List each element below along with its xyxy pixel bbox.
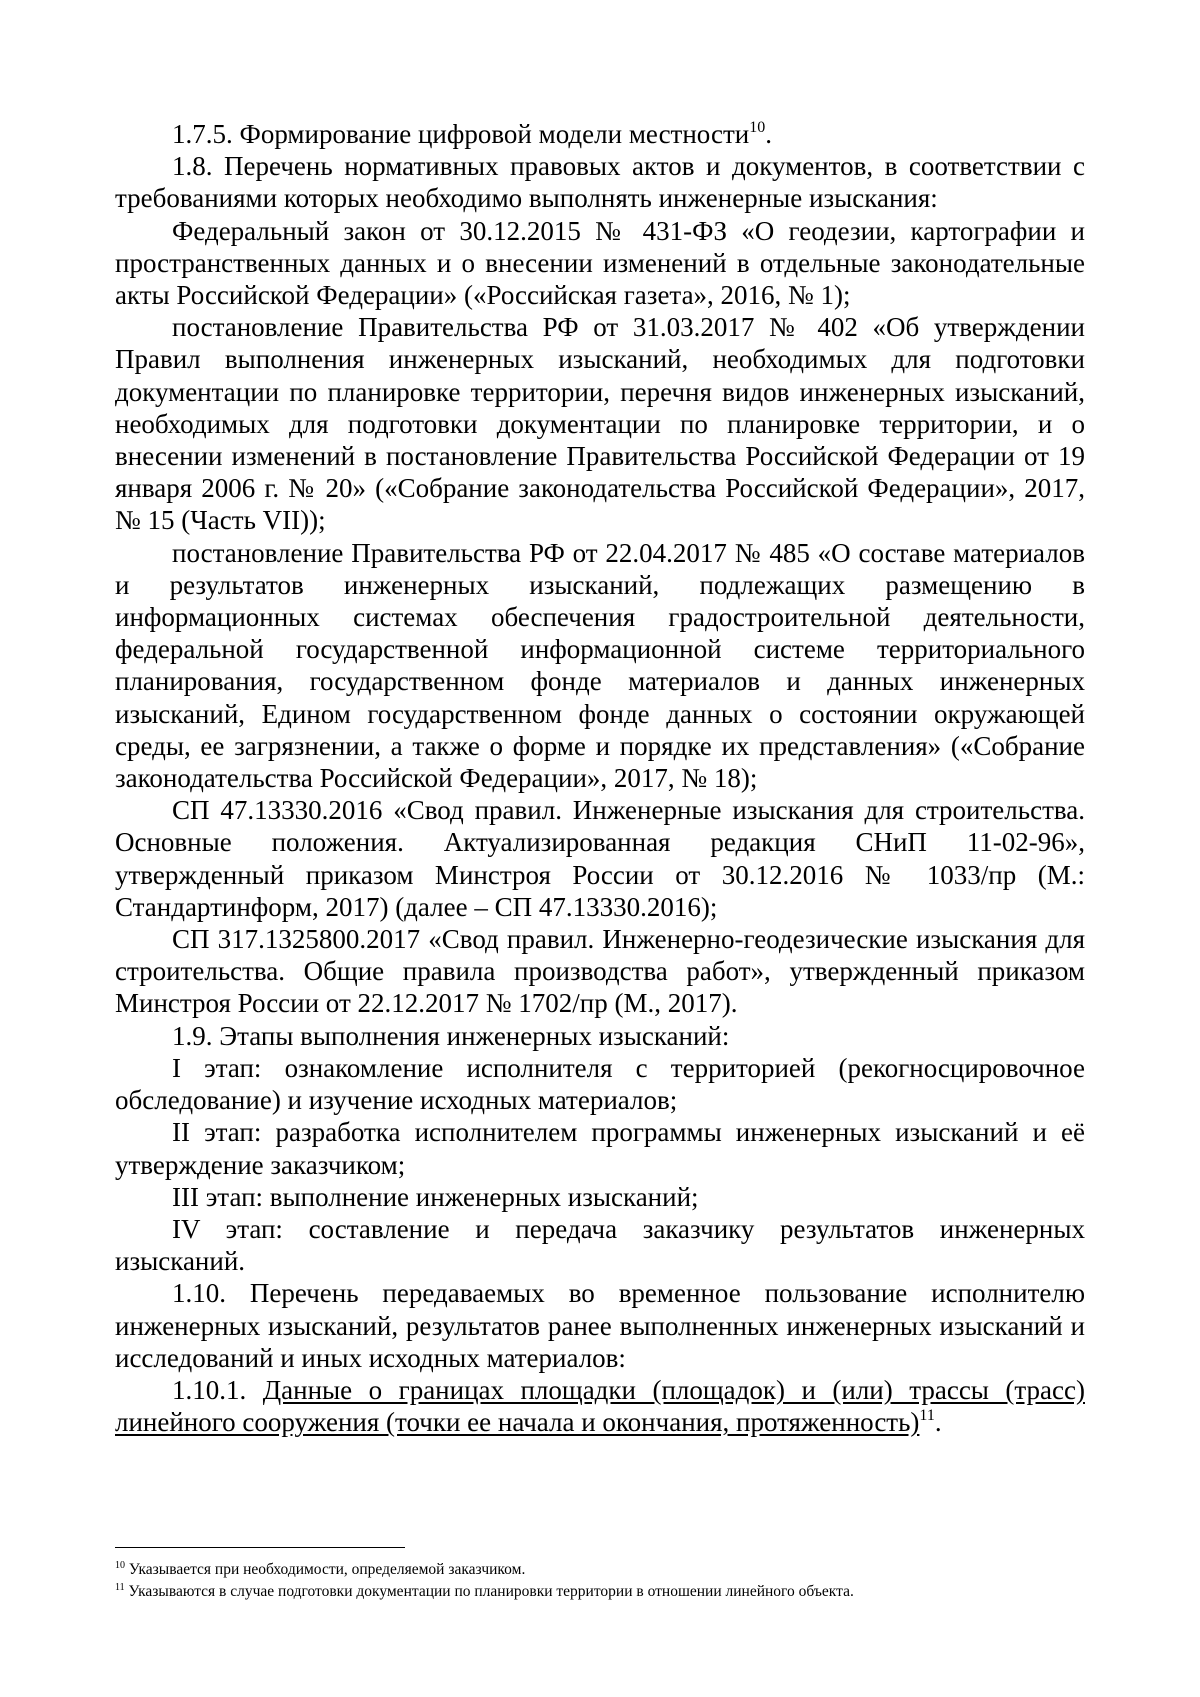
- paragraph-1-8: 1.8. Перечень нормативных правовых актов и документов, в соответствии с требованиями которых необходимо выполнять инженерные изыскания:: [115, 151, 1085, 214]
- paragraph-stage-4: IV этап: составление и передача заказчику результатов инженерных изысканий.: [115, 1213, 1085, 1277]
- paragraph-punct: .: [934, 1407, 942, 1438]
- paragraph-1-7-5: [115, 118, 1085, 150]
- paragraph-punct: .: [765, 119, 772, 149]
- footnote-text: Указываются в случае подготовки документации по планировки территории в отношении линейного объекта.: [124, 1583, 854, 1600]
- footnote-ref-10[interactable]: 10: [749, 119, 766, 136]
- footnote-number: 11: [115, 1582, 125, 1593]
- paragraph-decree-402: постановление Правительства РФ от 31.03.2017 № 402 «Об утверждении Правил выполнения инженерных изысканий, необходимых для подготовки документации по планировке территории, перечня видов инженерных изысканий, необходимых для подготовки документации по планировке территории, и о внесении изменений в постановление Правительства Российской Федерации от 19 января 2006 г. № 20» («Собрание законодательства Российской Федерации», 2017, № 15 (Часть VII));: [115, 312, 1085, 536]
- paragraph-stage-3: III этап: выполнение инженерных изысканий;: [172, 1181, 699, 1212]
- paragraph-1-9: 1.9. Этапы выполнения инженерных изысканий:: [172, 1020, 730, 1051]
- paragraph-stage-2: II этап: разработка исполнителем программы инженерных изысканий и её утверждение заказчиком;: [115, 1117, 1085, 1180]
- footnote-divider: [115, 1547, 405, 1548]
- footnote-number: 10: [115, 1560, 125, 1571]
- footnote-11: [115, 1581, 1095, 1603]
- paragraph-1-10: 1.10. Перечень передаваемых во временное пользование исполнителю инженерных изысканий, результатов ранее выполненных инженерных изысканий и исследований и иных исходных материалов:: [115, 1278, 1085, 1373]
- paragraph-1-10-1: [115, 1374, 1085, 1438]
- footnote-text: Указывается при необходимости, определяемой заказчиком.: [125, 1561, 526, 1578]
- paragraph-sp-47: СП 47.13330.2016 «Свод правил. Инженерные изыскания для строительства. Основные положения. Актуализированная редакция СНиП 11-02-96», утвержденный приказом Минстроя России от 30.12.2016 № 1033/пр (М.: Стандартинформ, 2017) (далее – СП 47.13330.2016);: [115, 795, 1085, 922]
- document-body: [115, 118, 1085, 1438]
- footnotes: [115, 1559, 1095, 1603]
- footnote-10: [115, 1559, 1095, 1581]
- footnote-ref-11[interactable]: 11: [919, 1407, 935, 1425]
- paragraph-federal-law: Федеральный закон от 30.12.2015 № 431-ФЗ «О геодезии, картографии и пространственных данных и о внесении изменений в отдельные законодательные акты Российской Федерации» («Российская газета», 2016, № 1);: [115, 215, 1085, 311]
- paragraph-sp-317: СП 317.1325800.2017 «Свод правил. Инженерно-геодезические изыскания для строительства. Общие правила производства работ», утвержденный приказом Минстроя России от 22.12.2017 № 1702/пр (М., 2017).: [115, 924, 1085, 1019]
- paragraph-stage-1: I этап: ознакомление исполнителя с территорией (рекогносцировочное обследование) и изучение исходных материалов;: [115, 1052, 1085, 1116]
- underlined-text: Данные о границах площадки (площадок) и (или) трассы (трасс) линейного сооружения (точки ее начала и окончания, протяженность): [115, 1374, 1085, 1438]
- paragraph-decree-485: постановление Правительства РФ от 22.04.2017 № 485 «О составе материалов и результатов инженерных изысканий, подлежащих размещению в информационных системах обеспечения градостроительной деятельности, федеральной государственной информационной системе территориального планирования, государственном фонде материалов и данных инженерных изысканий, Едином государственном фонде данных о состоянии окружающей среды, ее загрязнении, а также о форме и порядке их представления» («Собрание законодательства Российской Федерации», 2017, № 18);: [115, 537, 1085, 794]
- paragraph-number: 1.10.1.: [172, 1374, 263, 1405]
- paragraph-text: 1.7.5. Формирование цифровой модели местности: [172, 119, 750, 149]
